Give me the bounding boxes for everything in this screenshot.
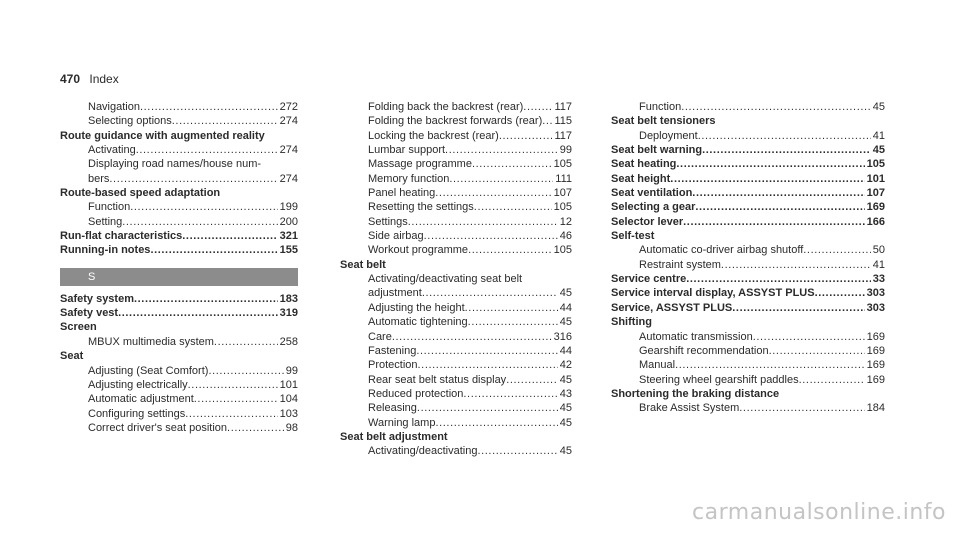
entry-label: Service, ASSYST PLUS <box>611 301 733 314</box>
index-entry[interactable] <box>60 306 298 320</box>
entry-page-number[interactable]: 45 <box>559 445 572 458</box>
index-entry[interactable] <box>611 272 885 286</box>
index-subentry[interactable] <box>60 407 298 421</box>
index-subentry[interactable] <box>340 200 572 214</box>
dot-leader <box>435 186 551 200</box>
entry-label: Seat height <box>611 172 671 185</box>
entry-page-number[interactable]: 169 <box>866 201 885 214</box>
index-subentry[interactable] <box>60 335 298 349</box>
entry-label: Warning lamp <box>368 416 436 429</box>
dot-leader <box>208 364 283 378</box>
entry-label: Memory function <box>368 172 450 185</box>
entry-page-number[interactable]: 98 <box>285 421 298 434</box>
dot-leader <box>472 157 552 171</box>
index-subentry[interactable] <box>340 444 572 458</box>
index-subentry <box>60 157 298 171</box>
entry-page-number[interactable]: 183 <box>279 292 298 305</box>
entry-label: Shortening the braking distance <box>611 387 780 400</box>
entry-label: Selecting options <box>88 115 172 128</box>
entry-page-number[interactable]: 169 <box>866 359 885 372</box>
entry-label: Route guidance with augmented reality <box>60 129 265 142</box>
index-subentry[interactable] <box>340 373 572 387</box>
index-column-2 <box>340 100 572 459</box>
index-entry[interactable] <box>611 157 885 171</box>
index-subentry[interactable] <box>611 358 885 372</box>
entry-page-number[interactable]: 99 <box>559 144 572 157</box>
index-entry[interactable] <box>611 186 885 200</box>
index-entry <box>60 129 298 143</box>
dot-leader <box>109 172 277 186</box>
entry-label: Seat heating <box>611 158 677 171</box>
entry-label: Automatic adjustment <box>88 393 194 406</box>
dot-leader <box>695 200 864 214</box>
index-subentry[interactable] <box>60 143 298 157</box>
section-letter-bar: S <box>60 268 298 286</box>
index-subentry[interactable] <box>340 186 572 200</box>
index-subentry[interactable] <box>340 229 572 243</box>
entry-label: Running-in notes <box>60 244 151 257</box>
index-subentry[interactable] <box>340 315 572 329</box>
entry-label: Navigation <box>88 101 140 113</box>
index-subentry[interactable] <box>60 215 298 229</box>
entry-label: Configuring settings <box>88 407 186 420</box>
entry-page-number[interactable]: 169 <box>866 373 885 386</box>
dot-leader <box>692 186 864 200</box>
index-entry[interactable] <box>60 229 298 243</box>
dot-leader <box>214 335 278 349</box>
index-subentry[interactable] <box>340 100 572 114</box>
index-subentry[interactable] <box>340 416 572 430</box>
entry-page-number[interactable]: 101 <box>279 378 298 391</box>
index-subentry[interactable] <box>60 100 298 114</box>
entry-page-number[interactable]: 107 <box>866 187 885 200</box>
entry-label: Steering wheel gearshift paddles <box>639 373 799 386</box>
dot-leader <box>477 444 557 458</box>
page-header <box>60 72 119 86</box>
index-subentry[interactable] <box>340 215 572 229</box>
index-entry[interactable] <box>611 301 885 315</box>
index-entry[interactable] <box>611 215 885 229</box>
dot-leader <box>130 200 277 214</box>
index-entry[interactable] <box>611 143 885 157</box>
entry-page-number[interactable]: 272 <box>279 101 298 113</box>
dot-leader <box>676 157 864 171</box>
entry-label: Gearshift recommendation <box>639 344 769 357</box>
entry-page-number[interactable]: 33 <box>872 273 885 286</box>
entry-label: Route-based speed adaptation <box>60 187 221 200</box>
dot-leader <box>739 401 864 415</box>
entry-label: Automatic co-driver airbag shutoff <box>639 244 804 257</box>
entry-page-number[interactable]: 274 <box>279 172 298 185</box>
dot-leader <box>449 172 553 186</box>
index-entry <box>60 349 298 363</box>
dot-leader <box>227 421 284 435</box>
dot-leader <box>803 243 870 257</box>
entry-page-number[interactable]: 105 <box>866 158 885 171</box>
dot-leader <box>675 358 865 372</box>
entry-label: Folding the backrest forwards (rear) <box>368 115 543 128</box>
dot-leader <box>172 114 278 128</box>
index-subentry[interactable] <box>60 114 298 128</box>
entry-label: Seat ventilation <box>611 187 693 200</box>
entry-page-number[interactable]: 45 <box>872 101 885 113</box>
index-subentry[interactable] <box>611 129 885 143</box>
index-entry <box>60 186 298 200</box>
entry-label: Activating/deactivating <box>368 445 478 458</box>
index-column-3 <box>611 100 885 416</box>
dot-leader <box>815 286 865 300</box>
entry-page-number[interactable]: 103 <box>279 407 298 420</box>
entry-label: Safety vest <box>60 307 119 320</box>
entry-page-number[interactable]: 199 <box>279 201 298 214</box>
index-subentry[interactable] <box>611 373 885 387</box>
dot-leader <box>681 100 871 114</box>
dot-leader <box>435 416 557 430</box>
dot-leader <box>417 401 558 415</box>
index-subentry[interactable] <box>60 364 298 378</box>
entry-page-number[interactable]: 303 <box>866 301 885 314</box>
entry-label: adjustment <box>368 287 422 300</box>
entry-page-number[interactable]: 274 <box>279 144 298 157</box>
entry-page-number[interactable]: 41 <box>872 258 885 271</box>
page-title: Index <box>89 72 119 86</box>
dot-leader <box>182 229 277 243</box>
entry-label: Rear seat belt status display <box>368 373 507 386</box>
dot-leader <box>465 301 558 315</box>
entry-label: Restraint system <box>639 258 721 271</box>
entry-page-number[interactable]: 99 <box>285 364 298 377</box>
dot-leader <box>134 292 278 306</box>
entry-page-number[interactable]: 50 <box>872 244 885 257</box>
dot-leader <box>799 373 865 387</box>
entry-page-number[interactable]: 45 <box>559 416 572 429</box>
entry-page-number[interactable]: 45 <box>559 373 572 386</box>
dot-leader <box>140 100 278 114</box>
entry-label: Resetting the settings <box>368 201 474 214</box>
entry-page-number[interactable]: 45 <box>872 144 885 157</box>
dot-leader <box>418 358 558 372</box>
dot-leader <box>422 286 558 300</box>
index-subentry[interactable] <box>340 114 572 128</box>
entry-page-number[interactable]: 105 <box>553 201 572 214</box>
entry-page-number[interactable]: 155 <box>279 244 298 257</box>
index-column-1 <box>60 100 298 435</box>
dot-leader <box>463 387 557 401</box>
dot-leader <box>468 315 558 329</box>
index-entry[interactable] <box>60 243 298 257</box>
index-subentry[interactable] <box>611 330 885 344</box>
dot-leader <box>122 215 277 229</box>
entry-label: Activating <box>88 144 136 157</box>
entry-label: Screen <box>60 321 97 334</box>
dot-leader <box>416 344 557 358</box>
index-entry[interactable] <box>611 286 885 300</box>
watermark: carmanualsonline.info <box>692 500 946 525</box>
index-subentry[interactable] <box>340 129 572 143</box>
entry-page-number[interactable]: 41 <box>872 129 885 142</box>
index-subentry[interactable] <box>340 344 572 358</box>
entry-label: Adjusting the height <box>368 301 465 314</box>
index-entry <box>611 387 885 401</box>
dot-leader <box>474 200 552 214</box>
entry-label: Automatic transmission <box>639 330 753 343</box>
entry-page-number[interactable]: 45 <box>559 316 572 329</box>
dot-leader <box>753 330 865 344</box>
dot-leader <box>732 301 864 315</box>
entry-page-number[interactable]: 12 <box>559 215 572 228</box>
entry-page-number[interactable]: 107 <box>553 187 572 200</box>
entry-label: Selecting a gear <box>611 201 696 214</box>
index-entry <box>60 320 298 334</box>
entry-page-number[interactable]: 104 <box>279 393 298 406</box>
dot-leader <box>408 215 558 229</box>
dot-leader <box>424 229 558 243</box>
dot-leader <box>686 272 871 286</box>
entry-label: Correct driver's seat position <box>88 421 228 434</box>
index-subentry[interactable] <box>611 258 885 272</box>
dot-leader <box>523 100 552 114</box>
index-subentry[interactable] <box>340 330 572 344</box>
entry-label: Seat belt warning <box>611 144 703 157</box>
index-subentry[interactable] <box>340 286 572 300</box>
dot-leader <box>499 129 553 143</box>
index-entry <box>611 229 885 243</box>
dot-leader <box>150 243 277 257</box>
index-subentry[interactable] <box>60 392 298 406</box>
entry-page-number[interactable]: 105 <box>553 244 572 257</box>
entry-label: Workout programme <box>368 244 469 257</box>
index-entry[interactable] <box>60 292 298 306</box>
entry-page-number[interactable]: 258 <box>279 335 298 348</box>
entry-label: Function <box>88 201 131 214</box>
dot-leader <box>670 172 864 186</box>
entry-label: Seat <box>60 350 84 363</box>
entry-label: Service interval display, ASSYST PLUS <box>611 287 815 300</box>
entry-page-number[interactable]: 43 <box>559 387 572 400</box>
page-number: 470 <box>60 72 81 86</box>
entry-page-number[interactable]: 101 <box>866 172 885 185</box>
entry-page-number[interactable]: 44 <box>559 344 572 357</box>
entry-label: bers <box>88 172 110 185</box>
entry-page-number[interactable]: 105 <box>553 158 572 171</box>
entry-label: Side airbag <box>368 230 424 243</box>
dot-leader <box>769 344 865 358</box>
index-subentry[interactable] <box>340 143 572 157</box>
entry-label: Reduced protection <box>368 387 464 400</box>
index-subentry[interactable] <box>340 157 572 171</box>
entry-page-number[interactable]: 111 <box>555 172 572 185</box>
index-subentry[interactable] <box>340 401 572 415</box>
entry-label: Self-test <box>611 230 655 243</box>
entry-label: Care <box>368 330 392 343</box>
dot-leader <box>683 215 864 229</box>
index-subentry[interactable] <box>340 172 572 186</box>
entry-label: Displaying road names/house num- <box>88 158 262 171</box>
entry-label: Seat belt <box>340 258 386 271</box>
entry-label: Massage programme <box>368 158 472 171</box>
index-subentry[interactable] <box>611 401 885 415</box>
entry-page-number[interactable]: 115 <box>554 115 572 128</box>
index-subentry[interactable] <box>340 358 572 372</box>
index-entry <box>340 258 572 272</box>
entry-page-number[interactable]: 117 <box>554 101 572 113</box>
entry-page-number[interactable]: 44 <box>559 301 572 314</box>
entry-page-number[interactable]: 184 <box>866 402 885 415</box>
entry-label: Run-flat characteristics <box>60 230 183 243</box>
entry-label: Selector lever <box>611 215 684 228</box>
index-subentry[interactable] <box>340 243 572 257</box>
index-subentry[interactable] <box>60 421 298 435</box>
entry-page-number[interactable]: 200 <box>279 215 298 228</box>
entry-label: Seat belt adjustment <box>340 430 448 443</box>
index-subentry[interactable] <box>60 172 298 186</box>
index-subentry[interactable] <box>60 378 298 392</box>
entry-label: Seat belt tensioners <box>611 115 716 128</box>
dot-leader <box>445 143 558 157</box>
entry-label: Activating/deactivating seat belt <box>368 273 523 286</box>
entry-page-number[interactable]: 46 <box>559 230 572 243</box>
dot-leader <box>468 243 552 257</box>
entry-label: Folding back the backrest (rear) <box>368 101 524 113</box>
dot-leader <box>698 129 871 143</box>
entry-page-number[interactable]: 169 <box>866 344 885 357</box>
dot-leader <box>506 373 558 387</box>
entry-page-number[interactable]: 42 <box>559 359 572 372</box>
index-entry[interactable] <box>611 172 885 186</box>
entry-page-number[interactable]: 45 <box>559 402 572 415</box>
index-subentry[interactable] <box>611 344 885 358</box>
dot-leader <box>136 143 278 157</box>
index-subentry[interactable] <box>611 243 885 257</box>
entry-label: Panel heating <box>368 187 436 200</box>
entry-page-number[interactable]: 117 <box>554 129 572 142</box>
index-subentry[interactable] <box>611 100 885 114</box>
entry-label: Manual <box>639 359 676 372</box>
entry-page-number[interactable]: 45 <box>559 287 572 300</box>
entry-page-number[interactable]: 319 <box>279 307 298 320</box>
entry-label: Shifting <box>611 316 652 329</box>
entry-label: Deployment <box>639 129 698 142</box>
entry-label: Function <box>639 101 682 113</box>
dot-leader <box>185 407 277 421</box>
entry-page-number[interactable]: 316 <box>553 330 572 343</box>
entry-page-number[interactable]: 303 <box>866 287 885 300</box>
dot-leader <box>721 258 871 272</box>
entry-label: Service centre <box>611 273 687 286</box>
index-subentry[interactable] <box>340 387 572 401</box>
dot-leader <box>542 114 552 128</box>
index-subentry <box>340 272 572 286</box>
dot-leader <box>188 378 278 392</box>
entry-label: Automatic tightening <box>368 316 468 329</box>
entry-label: Safety system <box>60 292 134 305</box>
entry-page-number[interactable]: 321 <box>279 230 298 243</box>
entry-label: Setting <box>88 215 123 228</box>
entry-label: Brake Assist System <box>639 402 740 415</box>
index-subentry[interactable] <box>340 301 572 315</box>
entry-label: Fastening <box>368 344 417 357</box>
index-entry <box>611 114 885 128</box>
dot-leader <box>702 143 871 157</box>
entry-label: Releasing <box>368 402 417 415</box>
entry-page-number[interactable]: 169 <box>866 330 885 343</box>
dot-leader <box>194 392 278 406</box>
index-entry[interactable] <box>611 200 885 214</box>
entry-page-number[interactable]: 166 <box>866 215 885 228</box>
entry-label: Protection <box>368 359 418 372</box>
entry-page-number[interactable]: 274 <box>279 115 298 128</box>
entry-label: Settings <box>368 215 408 228</box>
entry-label: Adjusting electrically <box>88 378 188 391</box>
entry-label: Locking the backrest (rear) <box>368 129 499 142</box>
index-subentry[interactable] <box>60 200 298 214</box>
dot-leader <box>392 330 552 344</box>
dot-leader <box>118 306 278 320</box>
entry-label: Lumbar support <box>368 144 446 157</box>
index-entry <box>611 315 885 329</box>
index-entry <box>340 430 572 444</box>
entry-label: Adjusting (Seat Comfort) <box>88 364 209 377</box>
entry-label: MBUX multimedia system <box>88 335 214 348</box>
